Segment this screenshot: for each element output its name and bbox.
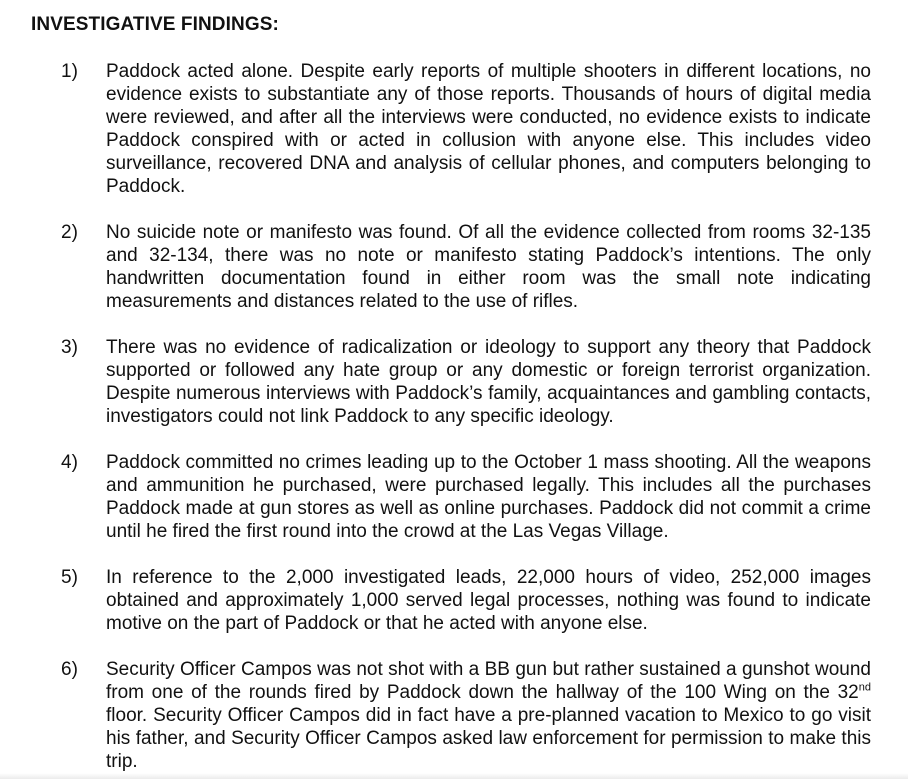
finding-text: No suicide note or manifesto was found. Of all the evidence collected from rooms 32-135 and 32-134, there was no note or manifesto stating Paddock’s intentions. The only handwritten documentation found in either room was the small note indicating measurements and distances related to the use of rifles. <box>106 222 871 312</box>
finding-number: 3) <box>61 337 78 358</box>
finding-text: There was no evidence of radicalization or ideology to support any theory that Paddock supported or followed any hate group or any domestic or foreign terrorist organization. Despite numerous interviews with Paddock’s family, acquaintances and gambling contacts, investigators could not link Paddock to any specific ideology. <box>106 337 871 427</box>
finding-number: 4) <box>61 452 78 473</box>
ordinal-superscript: nd <box>858 681 871 694</box>
finding-text: Paddock committed no crimes leading up to the October 1 mass shooting. All the weapons and ammunition he purchased, were purchased legally. This includes all the purchases Paddock made at gun stores as well as online purchases. Paddock did not commit a crime until he fired the first round into the crowd at the Las Vegas Village. <box>106 452 871 542</box>
finding-text: Paddock acted alone. Despite early reports of multiple shooters in different locations, no evidence exists to substantiate any of those reports. Thousands of hours of digital media were reviewed, and after all the interviews were conducted, no evidence exists to indicate Paddock conspired with or acted in collusion with anyone else. This includes video surveillance, recovered DNA and analysis of cellular phones, and computers belonging to Paddock. <box>106 61 871 197</box>
finding-number: 2) <box>61 222 78 243</box>
finding-text: In reference to the 2,000 investigated leads, 22,000 hours of video, 252,000 images obtained and approximately 1,000 served legal processes, nothing was found to indicate motive on the part of Paddock or that he acted with anyone else. <box>106 567 871 634</box>
finding-text-part-2: floor. Security Officer Campos did in fact have a pre-planned vacation to Mexico to go visit his father, and Security Officer Campos asked law enforcement for permission to make this trip. <box>106 705 871 772</box>
finding-number: 6) <box>61 659 78 680</box>
section-heading: INVESTIGATIVE FINDINGS: <box>31 14 279 35</box>
page-bottom-edge <box>0 773 908 779</box>
finding-text <box>106 658 871 773</box>
finding-text-part-1: Security Officer Campos was not shot with a BB gun but rather sustained a gunshot wound from one of the rounds fired by Paddock down the hallway of the 100 Wing on the 32 <box>106 659 871 703</box>
finding-number: 1) <box>61 61 78 82</box>
finding-number: 5) <box>61 567 78 588</box>
